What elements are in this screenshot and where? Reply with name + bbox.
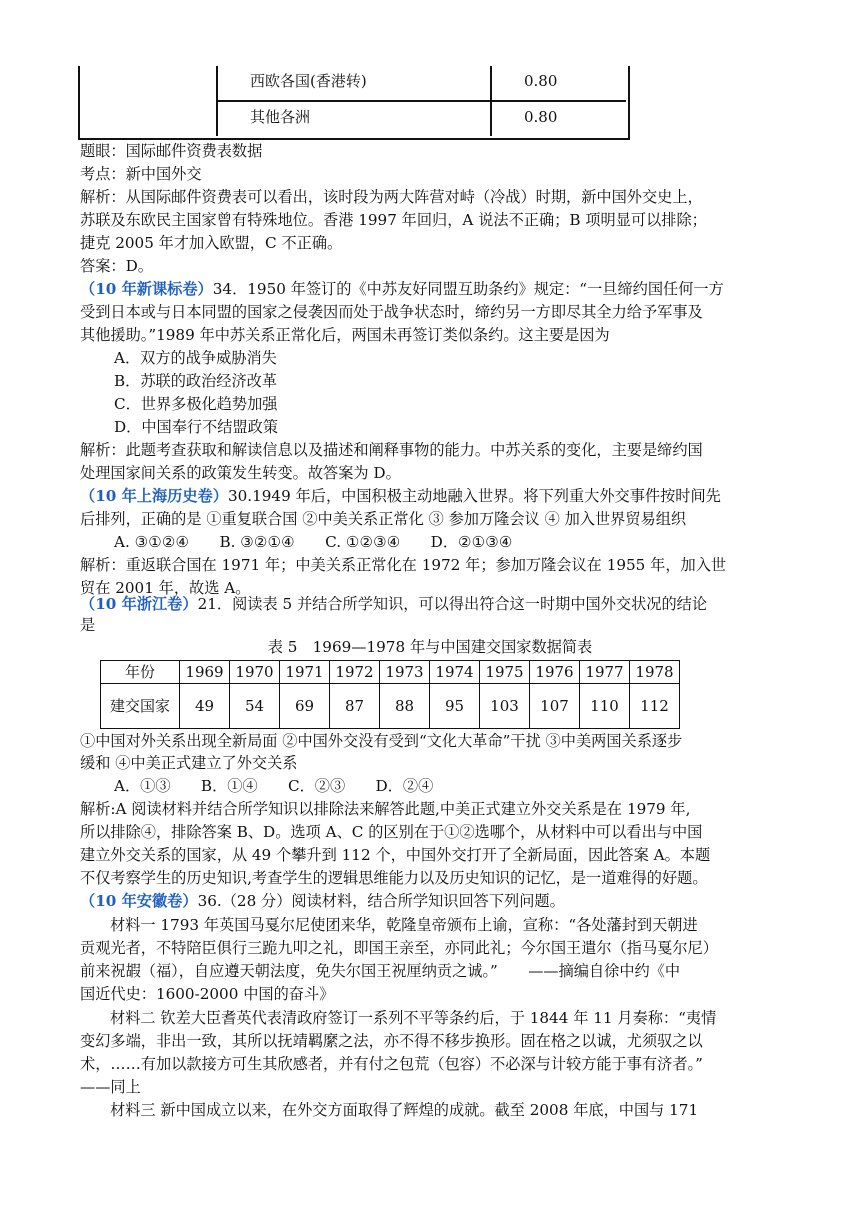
table-row xyxy=(101,684,680,729)
analysis-line: 建立外交关系的国家，从 49 个攀升到 112 个，中国外交打开了全新局面，因此答案 A。本题 xyxy=(80,846,711,864)
question-line: 是 xyxy=(80,616,96,634)
analysis-line: 解析：此题考查获取和解读信息以及描述和阐释事物的能力。中苏关系的变化，主要是缔约国 xyxy=(80,441,703,459)
question-line: （10 年浙江卷）21．阅读表 5 并结合所学知识，可以得出符合这一时期中国外交状况的结论 xyxy=(80,595,708,613)
count-cell: 107 xyxy=(530,684,580,729)
material-line: ——同上 xyxy=(80,1078,141,1096)
question-line: （10 年上海历史卷）30.1949 年后，中国积极主动地融入世界。将下列重大外交事件按时间先 xyxy=(80,487,721,505)
text-line: 解析：从国际邮件资费表可以看出，该时段为两大阵营对峙（冷战）时期，新中国外交史上， xyxy=(80,188,703,206)
year-cell: 1974 xyxy=(430,661,480,684)
text-line: 考点：新中国外交 xyxy=(80,165,202,183)
material-line: 贡观光者，不特陪臣俱行三跪九叩之礼，即国王亲至，亦同此礼；今尔国王遣尔（指马戛尔尼） xyxy=(80,939,718,957)
options-line: A．①③ B．①④ C．②③ D．②④ xyxy=(114,777,434,795)
year-cell: 1970 xyxy=(230,661,280,684)
material-line: 变幻多端，非出一致，其所以抚靖羁縻之法，亦不得不移步换形。固在格之以诚，尤须驭之以 xyxy=(80,1032,703,1050)
year-cell: 1969 xyxy=(180,661,230,684)
analysis-line: 处理国家间关系的政策发生转变。故答案为 D。 xyxy=(80,464,401,482)
postage-rate-table xyxy=(78,66,630,140)
material-line: 材料二 钦差大臣耆英代表清政府签订一系列不平等条约后，于 1844 年 11 月奏称：“夷情 xyxy=(110,1009,717,1027)
table-divider xyxy=(216,100,626,102)
table-row xyxy=(101,661,680,684)
options-line: A. ③①②④ B. ③②①④ C. ①②③④ D．②①③④ xyxy=(114,533,513,551)
analysis-line: 解析:A 阅读材料并结合所学知识以排除法来解答此题,中美正式建立外交关系是在 1979 年, xyxy=(80,800,691,818)
material-line: 国近代史：1600-2000 中国的奋斗》 xyxy=(80,985,335,1003)
analysis-line: 解析：重返联合国在 1971 年；中美关系正常化在 1972 年；参加万隆会议在 1955 年，加入世 xyxy=(80,556,727,574)
count-cell: 69 xyxy=(280,684,330,729)
question-line: 受到日本或与日本同盟的国家之侵袭因而处于战争状态时，缔约另一方即尽其全力给予军事及 xyxy=(80,303,703,321)
table-cell: 0.80 xyxy=(524,108,558,126)
analysis-line: 所以排除④，排除答案 B、D。选项 A、C 的区别在于①②选哪个，从材料中可以看出与中国 xyxy=(80,823,703,841)
year-cell: 1973 xyxy=(380,661,430,684)
table-cell: 0.80 xyxy=(524,72,558,90)
year-cell: 1971 xyxy=(280,661,330,684)
count-cell: 54 xyxy=(230,684,280,729)
question-source: （10 年安徽卷） xyxy=(80,892,198,910)
count-cell: 112 xyxy=(630,684,680,729)
text-line: 题眼：国际邮件资费表数据 xyxy=(80,142,263,160)
year-cell: 1972 xyxy=(330,661,380,684)
text-line: 苏联及东欧民主国家曾有特殊地位。香港 1997 年回归，A 说法不正确；B 项明显可以排除； xyxy=(80,211,707,229)
question-line: （10 年安徽卷）36.（28 分）阅读材料，结合所学知识回答下列问题。 xyxy=(80,892,565,910)
statement-line: ①中国对外关系出现全新局面 ②中国外交没有受到“文化大革命”干扰 ③中美两国关系逐步 xyxy=(80,732,683,750)
option-b: B．苏联的政治经济改革 xyxy=(114,372,278,390)
analysis-line: 贸在 2001 年，故选 A。 xyxy=(80,579,251,597)
count-cell: 110 xyxy=(580,684,630,729)
count-cell: 88 xyxy=(380,684,430,729)
year-cell: 1975 xyxy=(480,661,530,684)
question-line: 后排列，正确的是 ①重复联合国 ②中美关系正常化 ③ 参加万隆会议 ④ 加入世界贸易组织 xyxy=(80,510,687,528)
question-line: 其他援助。”1989 年中苏关系正常化后，两国未再签订类似条约。这主要是因为 xyxy=(80,326,610,344)
year-cell: 1978 xyxy=(630,661,680,684)
year-cell: 1976 xyxy=(530,661,580,684)
option-d: D．中国奉行不结盟政策 xyxy=(114,418,279,436)
question-line: （10 年新课标卷）34．1950 年签订的《中苏友好同盟互助条约》规定：“一旦缔约国任何一方 xyxy=(80,280,724,298)
text-line: 答案：D。 xyxy=(80,257,153,275)
count-cell: 95 xyxy=(430,684,480,729)
count-cell: 103 xyxy=(480,684,530,729)
table-header-cell: 年份 xyxy=(101,661,180,684)
table-cell: 其他各洲 xyxy=(250,108,311,126)
count-cell: 87 xyxy=(330,684,380,729)
analysis-line: 不仅考察学生的历史知识,考查学生的逻辑思维能力以及历史知识的记忆，是一道难得的好题。 xyxy=(80,869,708,887)
question-source: （10 年浙江卷） xyxy=(80,595,198,613)
table-cell: 西欧各国(香港转) xyxy=(250,72,367,90)
table-title: 表 5 1969—1978 年与中国建交国家数据简表 xyxy=(267,638,593,656)
option-c: C．世界多极化趋势加强 xyxy=(114,395,278,413)
option-a: A．双方的战争威胁消失 xyxy=(114,349,277,367)
table-header-cell: 建交国家 xyxy=(101,684,180,729)
year-cell: 1977 xyxy=(580,661,630,684)
material-line: 术，……有加以款接方可生其欣感者，并有付之包荒（包容）不必深与计较方能于事有济者。” xyxy=(80,1055,703,1073)
statement-line: 缓和 ④中美正式建立了外交关系 xyxy=(80,754,298,772)
question-source: （10 年上海历史卷） xyxy=(80,487,228,505)
diplomatic-relations-table xyxy=(100,660,680,729)
question-source: （10 年新课标卷） xyxy=(80,280,213,298)
material-line: 材料三 新中国成立以来，在外交方面取得了辉煌的成就。截至 2008 年底，中国与 171 xyxy=(110,1101,699,1119)
material-line: 前来祝嘏（福），自应遵天朝法度，免失尔国王祝厘纳贡之诚。” ——摘编自徐中约《中 xyxy=(80,962,681,980)
material-line: 材料一 1793 年英国马戛尔尼使团来华，乾隆皇帝颁布上谕，宣称：“各处藩封到天朝进 xyxy=(110,916,698,934)
count-cell: 49 xyxy=(180,684,230,729)
text-line: 捷克 2005 年才加入欧盟，C 不正确。 xyxy=(80,234,343,252)
